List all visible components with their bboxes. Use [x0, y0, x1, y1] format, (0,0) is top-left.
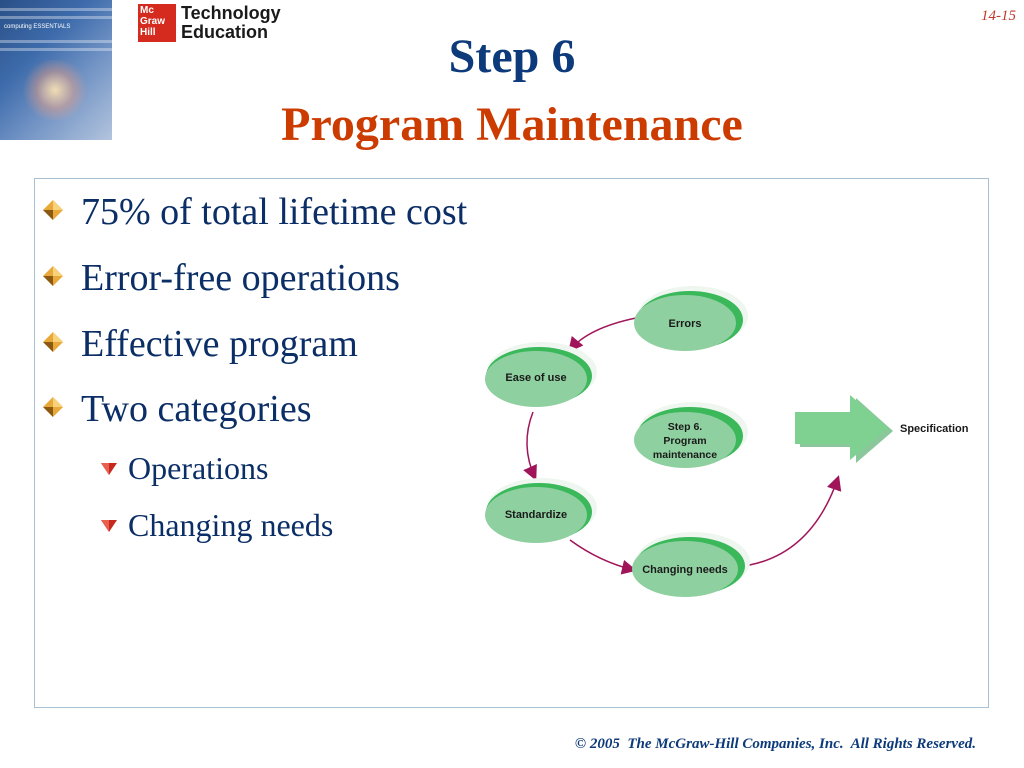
bullet-text: Two categories	[81, 388, 312, 430]
bullet-item	[50, 190, 468, 234]
arrow-errors-to-ease	[570, 318, 636, 350]
node-changing-needs-label: Changing needs	[642, 564, 728, 576]
book-cover-text: computing ESSENTIALS	[4, 24, 71, 30]
specification-label: Specification	[900, 423, 969, 435]
diamond-bullet-icon	[42, 265, 64, 287]
node-ease-of-use-label: Ease of use	[505, 372, 567, 384]
node-ease-of-use	[485, 342, 597, 407]
arrow-ease-to-standardize	[527, 412, 535, 478]
slide-number: 14-15	[981, 8, 1016, 24]
maintenance-cycle-diagram	[470, 270, 990, 610]
mcgraw-hill-logo: Mc Graw Hill	[138, 4, 176, 42]
node-changing-needs	[632, 532, 750, 597]
bullet-text: Effective program	[81, 323, 358, 365]
triangle-bullet-icon	[100, 519, 118, 533]
node-step6-label-line1: Step 6.	[667, 421, 703, 433]
bullet-item	[50, 256, 400, 300]
sub-bullet-text: Operations	[128, 450, 269, 486]
sub-bullet-item	[100, 507, 334, 544]
slide-title: Step 6	[448, 30, 576, 83]
node-standardize	[485, 478, 597, 543]
bullet-text: Error-free operations	[81, 257, 400, 299]
node-step6-label-line3: maintenance	[652, 449, 718, 461]
bullet-item	[50, 322, 358, 366]
arrow-changing-to-specification	[736, 478, 838, 567]
slide-subtitle: Program Maintenance	[281, 98, 743, 151]
bullet-text: 75% of total lifetime cost	[81, 191, 468, 233]
arrow-standardize-to-changing	[570, 540, 634, 570]
node-errors	[634, 286, 748, 351]
footer-copyright: © 2005 The McGraw-Hill Companies, Inc. All Rights Reserved.	[574, 736, 976, 752]
diamond-bullet-icon	[42, 199, 64, 221]
green-arrow-icon	[795, 395, 893, 463]
sub-bullet-item	[100, 450, 269, 487]
node-errors-label: Errors	[668, 318, 702, 330]
sub-bullet-text: Changing needs	[128, 507, 334, 543]
diamond-bullet-icon	[42, 396, 64, 418]
node-step6-label-line2: Program	[663, 435, 707, 447]
node-standardize-label: Standardize	[504, 509, 568, 521]
triangle-bullet-icon	[100, 462, 118, 476]
diamond-bullet-icon	[42, 331, 64, 353]
bullet-item	[50, 387, 312, 431]
node-step6-program-maintenance	[634, 402, 748, 468]
technology-education-logo-text: Technology Education	[181, 3, 281, 42]
